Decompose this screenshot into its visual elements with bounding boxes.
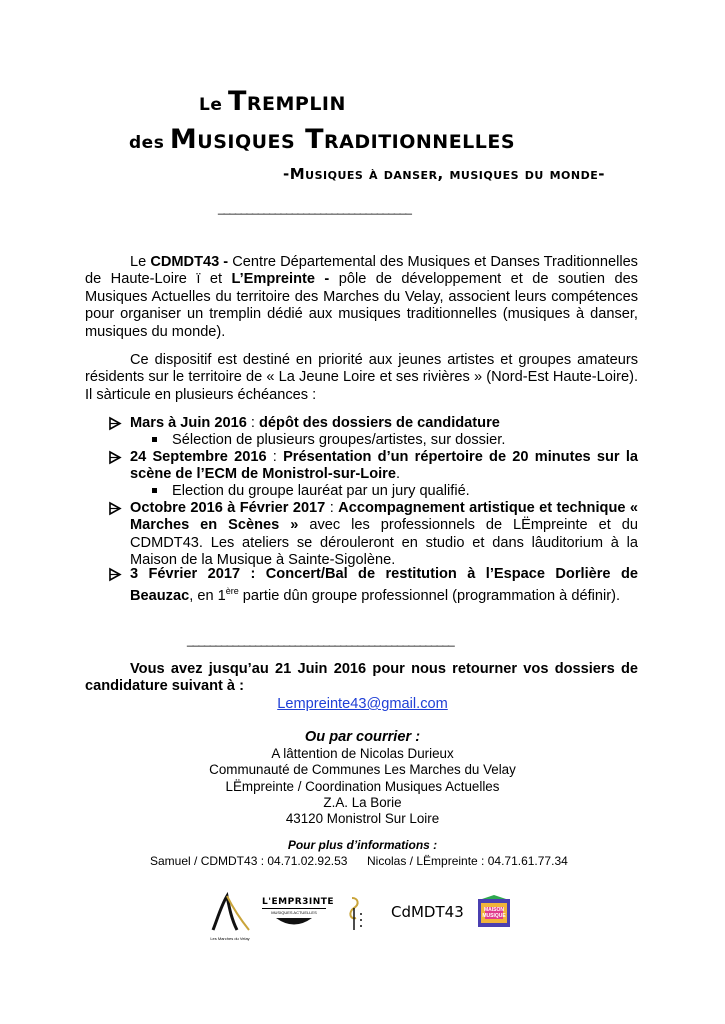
empreinte-logo: L'EMPR3INTE MUSIQUES ACTUELLES: [262, 897, 326, 927]
email-link[interactable]: Lempreinte43@gmail.com: [277, 696, 448, 712]
arrow-bullet-icon: [108, 566, 122, 583]
mail-heading: Ou par courrier :: [304, 729, 421, 745]
title-prefix-le: Le: [199, 95, 223, 115]
timeline-item: 24 Septembre 2016 : Présentation d’un répertoire de 20 minutes sur la scène de l’ECM de Monistrol-sur-Loire.: [108, 449, 638, 484]
address-line: Communauté de Communes Les Marches du Velay: [209, 762, 516, 778]
contact-nicolas: Nicolas / LËmpreinte : 04.71.61.77.34: [367, 854, 568, 868]
timeline-item: Octobre 2016 à Février 2017 : Accompagnement artistique et technique « Marches en Scènes » avec les professionnels de LËmpreinte et du CDMDT43. Les ateliers se dérouleront en studio et dans lâuditorium à la Maison de la Musique à Sainte-Sigolène.: [108, 500, 638, 570]
title-divider: __________________________________: [218, 201, 411, 215]
contact-samuel: Samuel / CDMDT43 : 04.71.02.92.53: [150, 854, 348, 868]
square-bullet-icon: [152, 437, 157, 442]
title-musiques-traditionnelles: Musiques Traditionnelles: [169, 124, 516, 155]
vinyl-arc-icon: [274, 917, 314, 927]
section-divider: _______________________________________________: [187, 633, 454, 647]
title-prefix-des: des: [129, 133, 165, 153]
title-tremplin: Tremplin: [227, 86, 346, 117]
dispositif-paragraph: Ce dispositif est destiné en priorité aux jeunes artistes et groupes amateurs résidents sur le territoire de « La Jeune Loire et ses rivières » (Nord-Est Haute-Loire). Il sàrticule en plusieurs échéances :: [85, 352, 638, 403]
intro-paragraph: Le CDMDT43 - Centre Départemental des Musiques et Danses Traditionnelles de Haute-Loire ï et L’Empreinte - pôle de développement et de soutien des Musiques Actuelles du territoire des Marches du Velay, associent leurs compétences pour organiser un tremplin dédié aux musiques traditionnelles (musiques à danser, musiques du monde).: [85, 254, 638, 340]
timeline-item: 3 Février 2017 : Concert/Bal de restitution à l’Espace Dorlière de Beauzac, en 1ère partie dûn groupe professionnel (programmation à définir).: [108, 566, 638, 606]
timeline-subitem: Election du groupe lauréat par un jury qualifié.: [152, 483, 470, 500]
org-empreinte: L’Empreinte -: [231, 271, 330, 288]
music-note-icon: [344, 894, 366, 934]
deadline-text: Vous avez jusqu’au 21 Juin 2016 pour nous retourner vos dossiers de candidature suivant à :: [85, 661, 638, 695]
contact-heading: Pour plus d’informations :: [287, 838, 438, 852]
mail-address: [0, 746, 725, 827]
marches-du-velay-logo: Les Marches du Velay: [207, 892, 253, 938]
music-note-logo: [344, 894, 366, 938]
address-line: LËmpreinte / Coordination Musiques Actuelles: [225, 778, 500, 794]
title-line-1: [199, 86, 346, 117]
arrow-bullet-icon: [108, 415, 122, 432]
arrow-bullet-icon: [108, 449, 122, 466]
address-line: Z.A. La Borie: [323, 794, 402, 810]
marches-du-velay-icon: [207, 892, 253, 932]
timeline-subitem: Sélection de plusieurs groupes/artistes, sur dossier.: [152, 432, 505, 449]
timeline-item: Mars à Juin 2016 : dépôt des dossiers de candidature: [108, 415, 638, 432]
address-line: A lâttention de Nicolas Durieux: [271, 746, 454, 761]
subtitle: -Musiques à danser, musiques du monde-: [283, 165, 605, 183]
maison-musique-logo: MAISON MUSIQUE: [476, 895, 512, 929]
cdmdt43-logo: CdMDT43: [391, 903, 464, 921]
arrow-bullet-icon: [108, 500, 122, 517]
title-line-2: [129, 124, 515, 155]
address-line: 43120 Monistrol Sur Loire: [285, 811, 440, 827]
org-cdmdt43: CDMDT43 -: [150, 254, 229, 270]
square-bullet-icon: [152, 488, 157, 493]
email-line: [0, 696, 725, 712]
